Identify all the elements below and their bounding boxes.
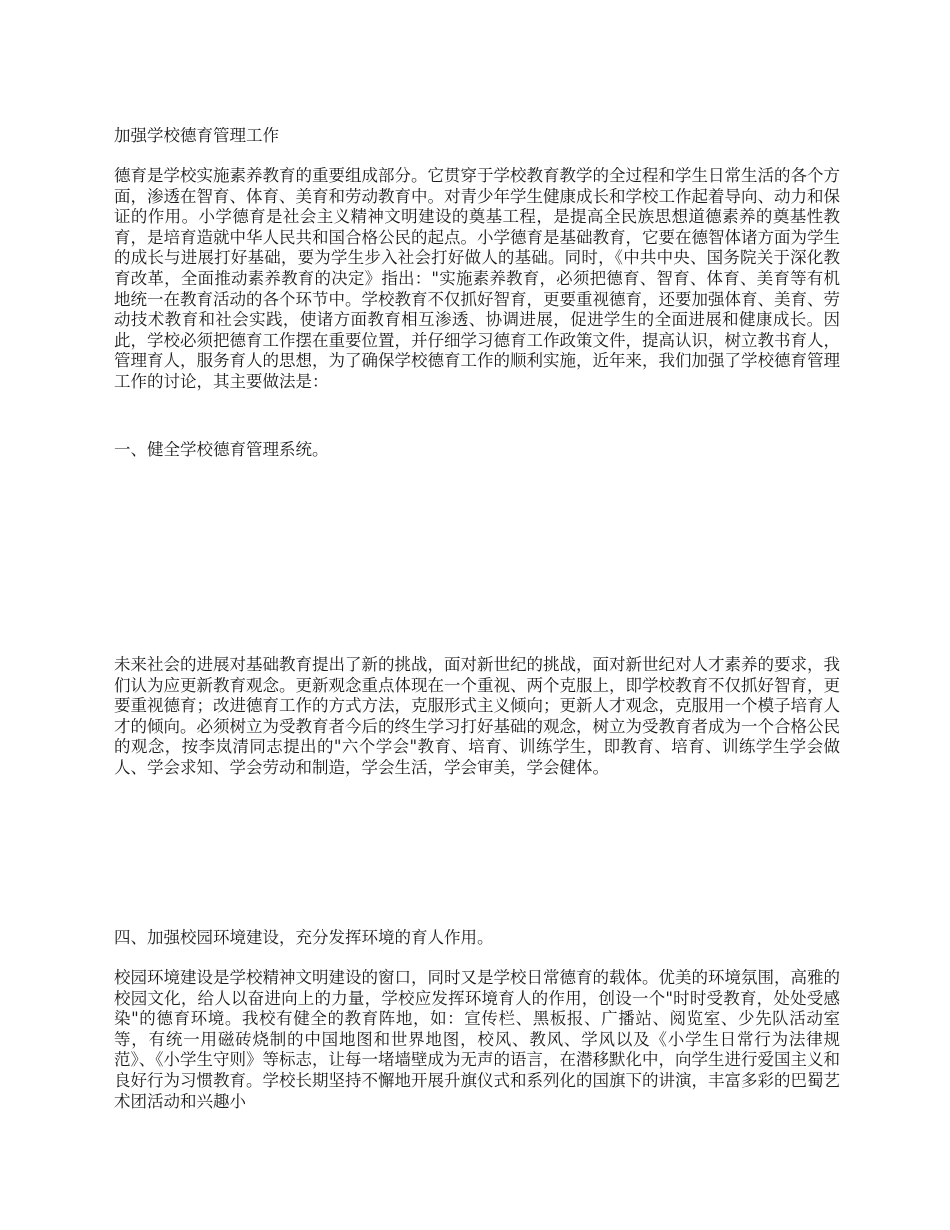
paragraph-intro: 德育是学校实施素养教育的重要组成部分。它贯穿于学校教育教学的全过程和学生日常生活的各个方面，渗透在智育、体育、美育和劳动教育中。对青少年学生健康成长和学校工作起着导向、动力和保证的作用。小学德育是社会主义精神文明建设的奠基工程，是提高全民族思想道德素养的奠基性教育，是培育造就中华人民共和国合格公民的起点。小学德育是基础教育，它要在德智体诸方面为学生的成长与进展打好基础，要为学生步入社会打好做人的基础。同时，《中共中央、国务院关于深化教育改革，全面推动素养教育的决定》指出："实施素养教育，必须把德育、智育、体育、美育等有机地统一在教育活动的各个环节中。学校教育不仅抓好智育，更要重视德育，还要加强体育、美育、劳动技术教育和社会实践，使诸方面教育相互渗透、协调进展，促进学生的全面进展和健康成长。因此，学校必须把德育工作摆在重要位置，并仔细学习德育工作政策文件，提高认识，树立教书育人，管理育人，服务育人的思想，为了确保学校德育工作的顺利实施，近年来，我们加强了学校德育管理工作的讨论，其主要做法是： bbox=[114, 166, 840, 391]
section-heading-1: 一、健全学校德育管理系统。 bbox=[114, 440, 329, 459]
paragraph-education-concept: 未来社会的进展对基础教育提出了新的挑战，面对新世纪的挑战，面对新世纪对人才素养的要求，我们认为应更新教育观念。更新观念重点体现在一个重视、两个克服上，即学校教育不仅抓好智育，更要重视德育；改进德育工作的方式方法，克服形式主义倾向；更新人才观念，克服用一个模子培育人才的倾向。必须树立为受教育者今后的终生学习打好基础的观念，树立为受教育者成为一个合格公民的观念，按李岚清同志提出的"六个学会"教育、培育、训练学生，即教育、培育、训练学生学会做人、学会求知、学会劳动和制造，学会生活，学会审美，学会健体。 bbox=[114, 655, 840, 777]
document-title: 加强学校德育管理工作 bbox=[114, 126, 279, 145]
section-heading-4: 四、加强校园环境建设，充分发挥环境的育人作用。 bbox=[114, 928, 494, 947]
paragraph-campus-environment: 校园环境建设是学校精神文明建设的窗口，同时又是学校日常德育的载体。优美的环境氛围，高雅的校园文化，给人以奋进向上的力量，学校应发挥环境育人的作用，创设一个"时时受教育，处处受感染"的德育环境。我校有健全的教育阵地，如：宣传栏、黑板报、广播站、阅览室、少先队活动室等，有统一用磁砖烧制的中国地图和世界地图，校风、教风、学风以及《小学生日常行为法律规范》、《小学生守则》等标志，让每一堵墙壁成为无声的语言，在潜移默化中，向学生进行爱国主义和良好行为习惯教育。学校长期坚持不懈地开展升旗仪式和系列化的国旗下的讲演，丰富多彩的巴蜀艺术团活动和兴趣小 bbox=[114, 968, 840, 1111]
